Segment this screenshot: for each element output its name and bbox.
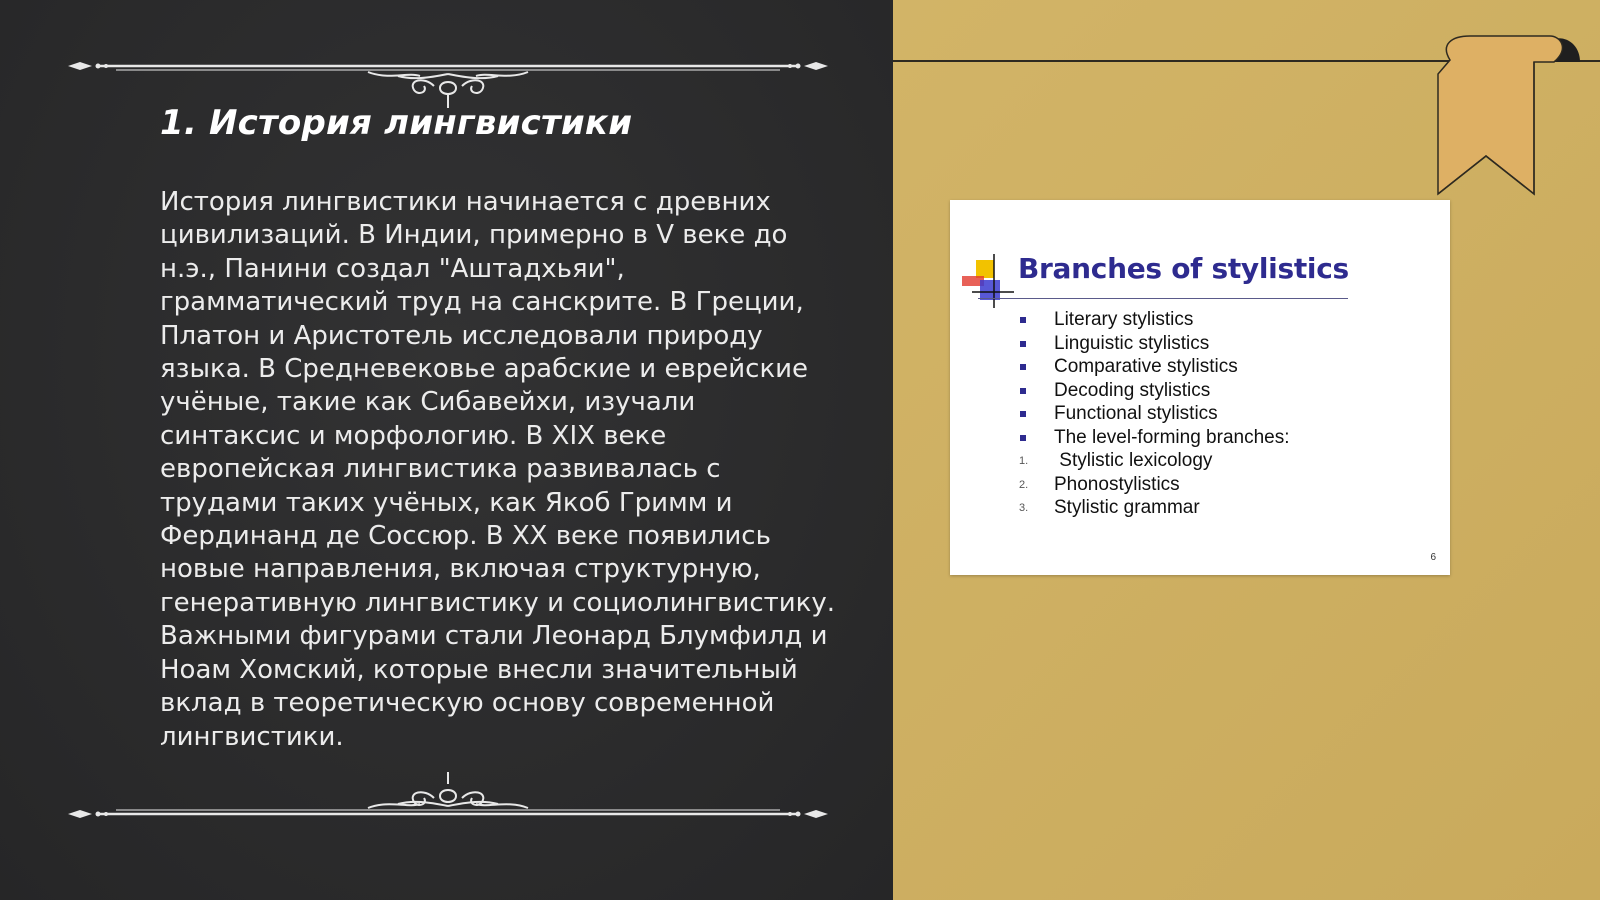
slide-body-text: История лингвистики начинается с древних цивилизаций. В Индии, примерно в V веке до н.э., Панини создал "Аштадхьяи", грамматический труд на санскрите. В Греции, Платон и Аристотель исследовали природу языка. В Средневековье арабские и еврейские учёные, такие как Сибавейхи, изучали синтаксис и морфологию. В XIX веке европейская лингвистика развивалась с трудами таких учёных, как Якоб Гримм и Фердинанд де Соссюр. В XX веке появились новые направления, включая структурную, генеративную лингвистику и социолингвистику. Важными фигурами стали Леонард Блумфилд и Ноам Хомский, которые внесли значительный вклад в теоретическую основу современной лингвистики. (160, 187, 836, 752)
list-item: 1. Stylistic lexicology (1019, 450, 1213, 471)
ribbon-bookmark-icon (1430, 34, 1600, 204)
flourish-divider-icon (68, 50, 828, 110)
square-bullet-icon (1020, 388, 1026, 394)
list-item: The level-forming branches: (1020, 426, 1290, 450)
list-item: Comparative stylistics (1020, 355, 1290, 379)
stylistics-list (1020, 308, 1290, 520)
list-item: Literary stylistics (1020, 308, 1290, 332)
color-squares-logo-icon (956, 252, 1016, 312)
list-item: 3. Stylistic grammar (1019, 497, 1200, 518)
slide-title: 1. История лингвистики (160, 103, 633, 143)
square-bullet-icon (1020, 411, 1026, 417)
list-item: Functional stylistics (1020, 402, 1290, 426)
square-bullet-icon (1020, 317, 1026, 323)
square-bullet-icon (1020, 435, 1026, 441)
square-bullet-icon (1020, 341, 1026, 347)
inset-page-number: 6 (1430, 552, 1436, 563)
list-item: 2. Phonostylistics (1019, 473, 1180, 495)
inset-title: Branches of stylistics (1018, 252, 1349, 285)
list-item: Decoding stylistics (1020, 379, 1290, 403)
flourish-divider-icon (68, 772, 828, 832)
inset-title-rule (978, 298, 1348, 299)
embedded-slide-image (950, 200, 1450, 575)
square-bullet-icon (1020, 364, 1026, 370)
list-item: Linguistic stylistics (1020, 332, 1290, 356)
